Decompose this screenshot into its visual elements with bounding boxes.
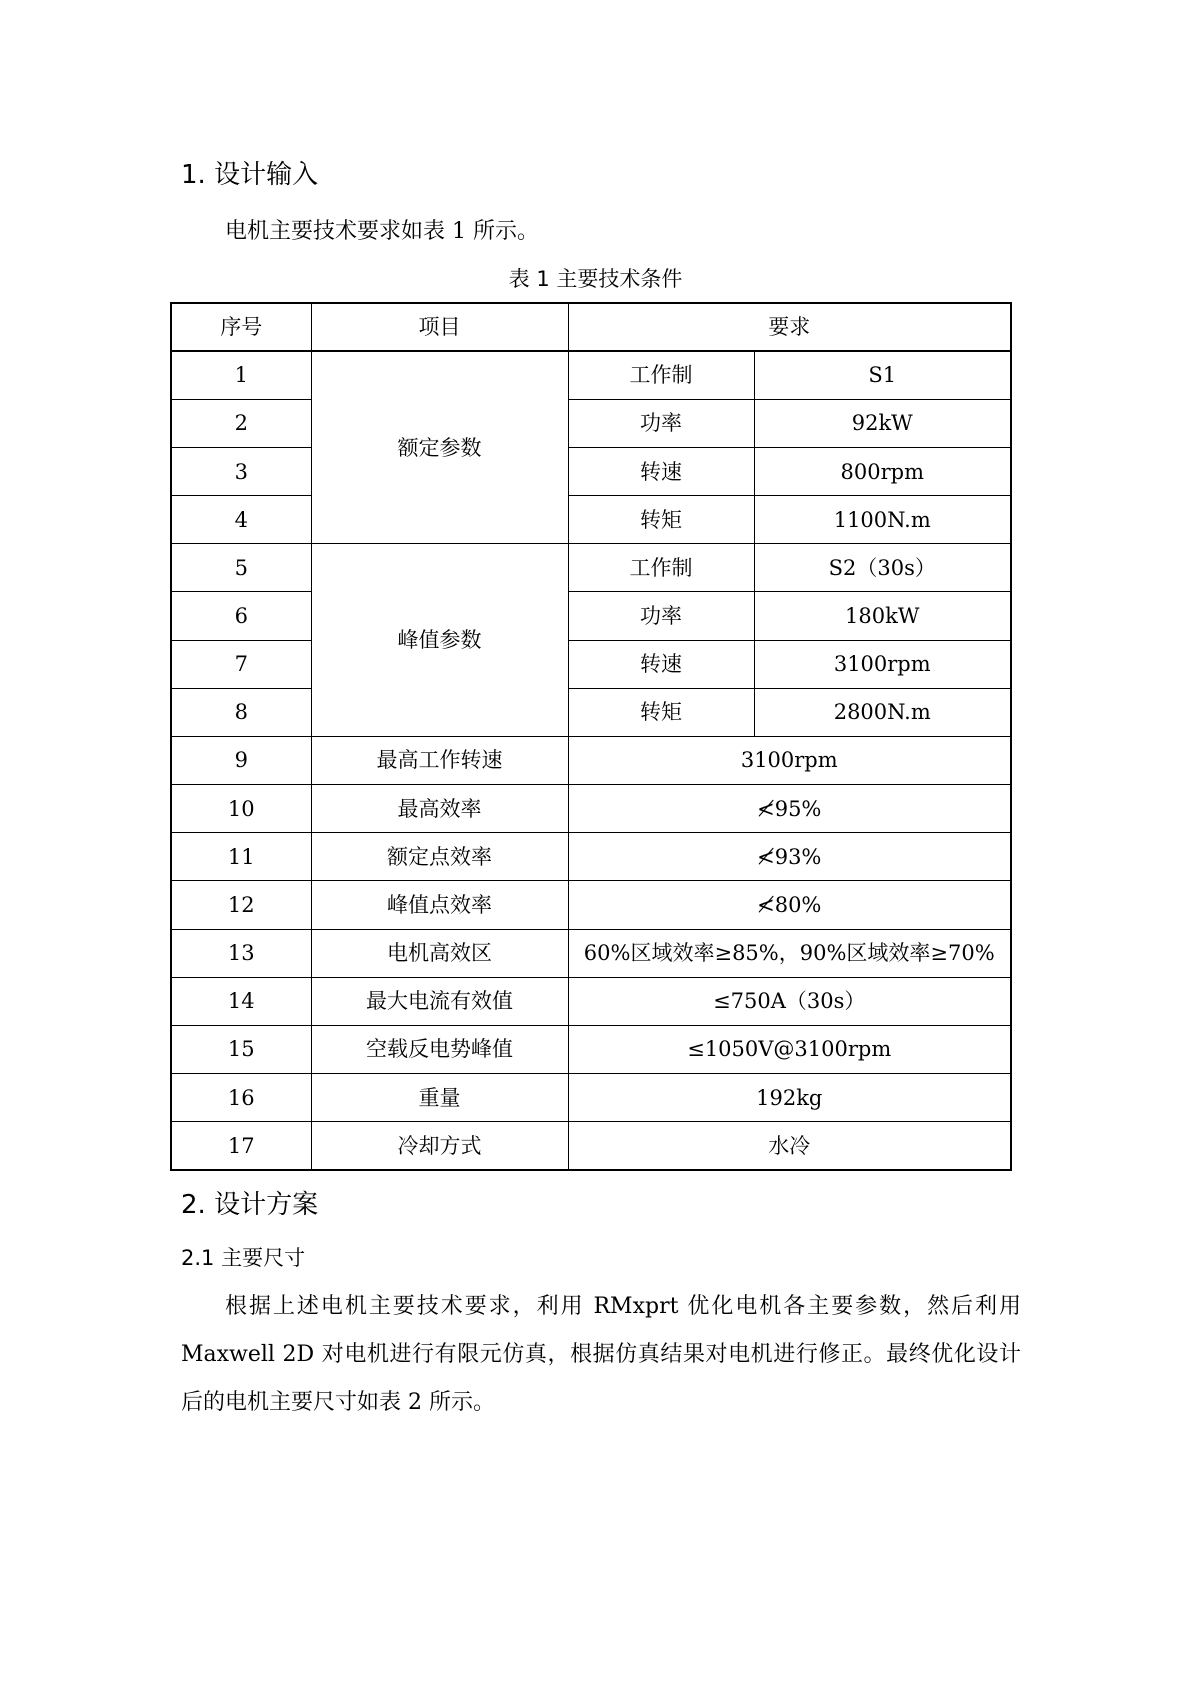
row-value: 800rpm bbox=[754, 447, 1011, 495]
row-no: 8 bbox=[171, 688, 311, 736]
row-value: S1 bbox=[754, 351, 1011, 399]
row-value: 3100rpm bbox=[754, 640, 1011, 688]
table-row bbox=[171, 929, 1011, 977]
row-value: 60%区域效率≥85%，90%区域效率≥70% bbox=[568, 929, 1011, 977]
row-no: 13 bbox=[171, 929, 311, 977]
row-value: ≮80% bbox=[568, 881, 1011, 929]
header-no: 序号 bbox=[171, 303, 311, 351]
table-row bbox=[171, 1122, 1011, 1170]
table-row bbox=[171, 496, 1011, 544]
table-row bbox=[171, 1074, 1011, 1122]
table-caption: 表 1 主要技术条件 bbox=[508, 267, 683, 291]
row-no: 6 bbox=[171, 592, 311, 640]
row-item: 冷却方式 bbox=[311, 1122, 568, 1170]
intro-paragraph: 电机主要技术要求如表 1 所示。 bbox=[225, 219, 539, 244]
table-row bbox=[171, 640, 1011, 688]
row-value: 2800N.m bbox=[754, 688, 1011, 736]
row-value: 180kW bbox=[754, 592, 1011, 640]
row-no: 12 bbox=[171, 881, 311, 929]
row-sub-item: 功率 bbox=[568, 399, 754, 447]
section-heading-design-input: 1. 设计输入 bbox=[181, 160, 319, 190]
table-row bbox=[171, 592, 1011, 640]
row-value: S2（30s） bbox=[754, 544, 1011, 592]
row-item: 空载反电势峰值 bbox=[311, 1025, 568, 1073]
row-no: 2 bbox=[171, 399, 311, 447]
body-paragraph: 根据上述电机主要技术要求，利用 RMxprt 优化电机各主要参数，然后利用 Maxwell 2D 对电机进行有限元仿真，根据仿真结果对电机进行修正。最终优化设计后的电机主要尺寸如表 2 所示。 bbox=[181, 1294, 1021, 1415]
row-sub-item: 工作制 bbox=[568, 351, 754, 399]
row-value: 1100N.m bbox=[754, 496, 1011, 544]
row-value: 3100rpm bbox=[568, 736, 1011, 784]
row-value: ≮95% bbox=[568, 785, 1011, 833]
table-row bbox=[171, 351, 1011, 399]
row-no: 3 bbox=[171, 447, 311, 495]
row-sub-item: 工作制 bbox=[568, 544, 754, 592]
row-no: 10 bbox=[171, 785, 311, 833]
tech-requirements-table bbox=[170, 302, 1012, 1171]
row-no: 5 bbox=[171, 544, 311, 592]
row-no: 4 bbox=[171, 496, 311, 544]
table-row bbox=[171, 544, 1011, 592]
table-row bbox=[171, 977, 1011, 1025]
table-row bbox=[171, 881, 1011, 929]
table-row bbox=[171, 688, 1011, 736]
row-value: 水冷 bbox=[568, 1122, 1011, 1170]
row-item: 最大电流有效值 bbox=[311, 977, 568, 1025]
row-sub-item: 功率 bbox=[568, 592, 754, 640]
row-item: 最高效率 bbox=[311, 785, 568, 833]
row-item: 峰值点效率 bbox=[311, 881, 568, 929]
row-no: 7 bbox=[171, 640, 311, 688]
row-item: 电机高效区 bbox=[311, 929, 568, 977]
row-sub-item: 转速 bbox=[568, 640, 754, 688]
row-item: 额定点效率 bbox=[311, 833, 568, 881]
header-requirement: 要求 bbox=[568, 303, 1011, 351]
peak-params-group: 峰值参数 bbox=[311, 544, 568, 737]
row-value: 92kW bbox=[754, 399, 1011, 447]
row-value: 192kg bbox=[568, 1074, 1011, 1122]
table-row bbox=[171, 1025, 1011, 1073]
row-value: ≮93% bbox=[568, 833, 1011, 881]
row-value: ≤1050V@3100rpm bbox=[568, 1025, 1011, 1073]
row-item: 重量 bbox=[311, 1074, 568, 1122]
table-header-row bbox=[171, 303, 1011, 351]
row-no: 11 bbox=[171, 833, 311, 881]
table-row bbox=[171, 399, 1011, 447]
section-heading-design-scheme: 2. 设计方案 bbox=[181, 1190, 319, 1220]
table-row bbox=[171, 447, 1011, 495]
table-row bbox=[171, 736, 1011, 784]
table-row bbox=[171, 785, 1011, 833]
row-sub-item: 转矩 bbox=[568, 496, 754, 544]
row-no: 14 bbox=[171, 977, 311, 1025]
header-item: 项目 bbox=[311, 303, 568, 351]
row-no: 15 bbox=[171, 1025, 311, 1073]
row-sub-item: 转矩 bbox=[568, 688, 754, 736]
subsection-heading-main-dimensions: 2.1 主要尺寸 bbox=[181, 1246, 306, 1270]
table-row bbox=[171, 833, 1011, 881]
row-sub-item: 转速 bbox=[568, 447, 754, 495]
row-value: ≤750A（30s） bbox=[568, 977, 1011, 1025]
rated-params-group: 额定参数 bbox=[311, 351, 568, 544]
row-no: 17 bbox=[171, 1122, 311, 1170]
row-item: 最高工作转速 bbox=[311, 736, 568, 784]
row-no: 16 bbox=[171, 1074, 311, 1122]
row-no: 1 bbox=[171, 351, 311, 399]
row-no: 9 bbox=[171, 736, 311, 784]
